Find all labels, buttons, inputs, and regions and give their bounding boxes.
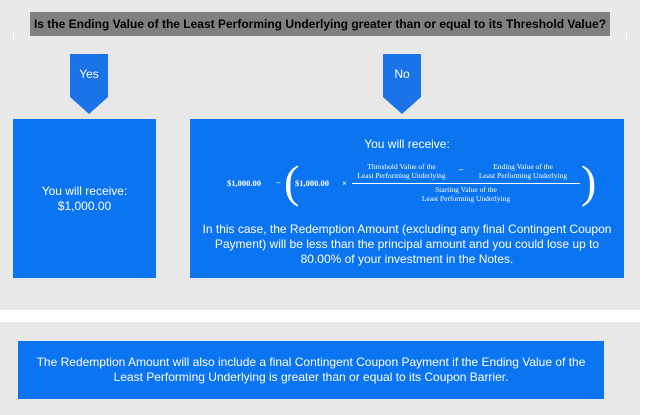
no-label: No xyxy=(394,67,410,81)
formula-minus: – xyxy=(276,177,281,187)
numerator-left-line2: Least Performing Underlying xyxy=(357,171,446,180)
formula-inner-principal: $1,000.00 xyxy=(295,178,329,188)
panel-tick-left xyxy=(13,31,14,41)
numerator-right-line2: Least Performing Underlying xyxy=(478,171,568,180)
formula-close-paren: ) xyxy=(581,156,597,207)
yes-arrow xyxy=(70,54,108,97)
numerator-right-line1: Ending Value of the xyxy=(493,162,553,171)
formula-numerator-right xyxy=(471,162,575,171)
formula-numerator-left xyxy=(352,162,451,171)
yes-arrow-head xyxy=(70,97,108,114)
redemption-formula xyxy=(190,156,624,207)
denominator-line2: Least Performing Underlying xyxy=(421,194,511,203)
panel-tick-right xyxy=(626,31,627,41)
question-banner: Is the Ending Value of the Least Performing Underlying greater than or equal to its Threshold Value? xyxy=(30,12,610,36)
loss-explanation: In this case, the Redemption Amount (excluding any final Contingent Coupon Payment) will be less than the principal amount and you could lose up to 80.00% of your investment in the Notes. xyxy=(202,222,612,266)
formula-denominator-2 xyxy=(352,194,580,203)
coupon-note xyxy=(18,341,604,399)
yes-amount: $1,000.00 xyxy=(57,198,112,213)
fraction-bar xyxy=(352,183,580,184)
no-arrow xyxy=(383,54,421,97)
formula-principal: $1,000.00 xyxy=(227,178,261,188)
yes-label: Yes xyxy=(79,67,99,81)
formula-denominator xyxy=(352,185,580,194)
formula-numerator-right-2 xyxy=(471,171,575,180)
formula-open-paren: ( xyxy=(284,156,300,207)
no-arrow-head xyxy=(383,97,421,114)
yes-outcome-box xyxy=(13,119,156,278)
no-outcome-box xyxy=(190,119,624,278)
formula-numerator-left-2 xyxy=(352,171,451,180)
formula-times: × xyxy=(342,178,347,188)
no-receive-text: You will receive: xyxy=(364,137,450,151)
numerator-left-line1: Threshold Value of the xyxy=(367,162,436,171)
yes-receive-text: You will receive: xyxy=(41,183,128,198)
coupon-note-text: The Redemption Amount will also include a final Contingent Coupon Payment if the Ending Value of the Least Performing Underlying is greater than or equal to its Coupon Barrier. xyxy=(36,355,586,384)
denominator-line1: Starting Value of the xyxy=(435,185,497,194)
formula-numerator-minus: – xyxy=(459,164,464,174)
